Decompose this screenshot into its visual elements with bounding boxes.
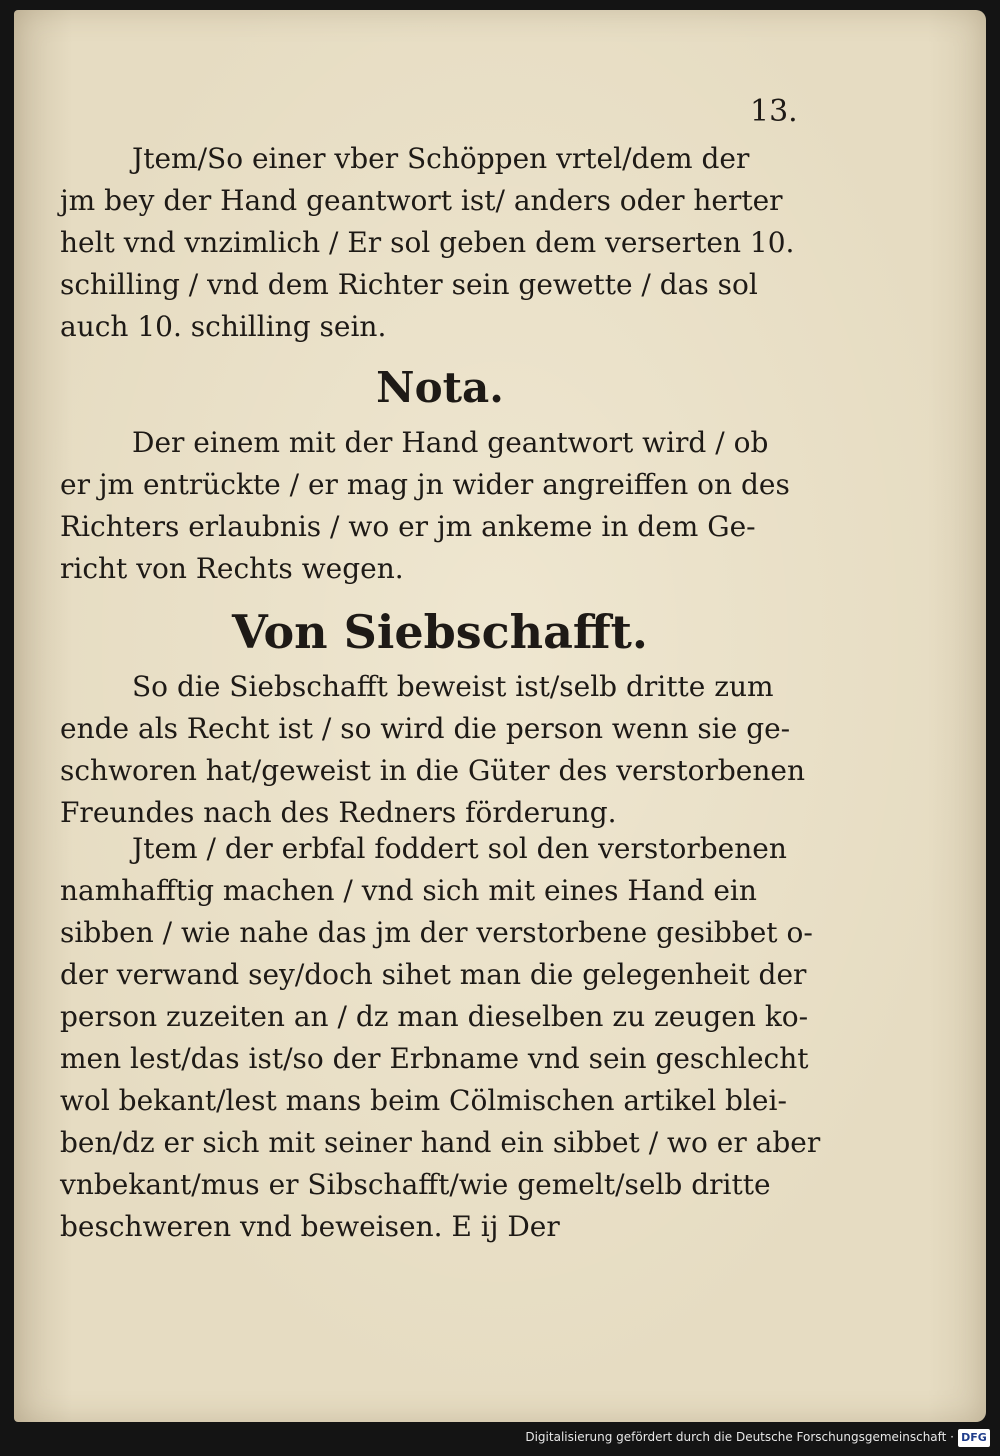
text-line: Jtem/So einer vber Schöppen vrtel/dem der (132, 142, 750, 175)
dfg-logo: DFG (958, 1429, 990, 1447)
text-line: vnbekant/mus er Sibschafft/wie gemelt/selb dritte (60, 1168, 771, 1201)
digitization-footer (0, 1422, 1000, 1456)
heading-von-siebschafft: Von Siebschafft. (232, 605, 648, 659)
paragraph-item (60, 138, 820, 348)
text-line: men lest/das ist/so der Erbname vnd sein geschlecht (60, 1042, 809, 1075)
text-line: sibben / wie nahe das jm der verstorbene gesibbet o- (60, 916, 813, 949)
text-line: ende als Recht ist / so wird die person wenn sie ge- (60, 712, 791, 745)
text-line-with-signature (60, 1206, 820, 1248)
text-block-2 (60, 422, 820, 590)
text-line: Freundes nach des Redners förderung. (60, 796, 617, 829)
text-line: der verwand sey/doch sihet man die gelegenheit der (60, 958, 807, 991)
text-line: person zuzeiten an / dz man dieselben zu zeugen ko- (60, 1000, 809, 1033)
text-line: Richters erlaubnis / wo er jm ankeme in dem Ge- (60, 510, 756, 543)
text-line: So die Siebschafft beweist ist/selb dritte zum (132, 670, 774, 703)
paragraph-item (60, 666, 820, 834)
text-block-3 (60, 666, 820, 834)
heading-block-von (60, 600, 820, 664)
book-page (14, 10, 986, 1422)
paragraph-item (60, 422, 820, 590)
text-line: auch 10. schilling sein. (60, 310, 387, 343)
page-number: 13. (750, 94, 798, 129)
text-line: schworen hat/geweist in die Güter des verstorbenen (60, 754, 805, 787)
text-line: wol bekant/lest mans beim Cölmischen artikel blei- (60, 1084, 787, 1117)
footer-credit-text: Digitalisierung gefördert durch die Deutsche Forschungsgemeinschaft · (525, 1430, 954, 1444)
text-line: helt vnd vnzimlich / Er sol geben dem verserten 10. (60, 226, 795, 259)
text-line: richt von Rechts wegen. (60, 552, 404, 585)
signature-mark: E ij (451, 1210, 499, 1243)
catchword: Der (507, 1210, 560, 1243)
paragraph-item (60, 828, 820, 1248)
text-block-1 (60, 138, 820, 348)
heading-block-nota (60, 360, 820, 416)
text-line: schilling / vnd dem Richter sein gewette / das sol (60, 268, 758, 301)
text-line: Der einem mit der Hand geantwort wird / ob (132, 426, 769, 459)
text-line: Jtem / der erbfal foddert sol den verstorbenen (132, 832, 787, 865)
text-block-4 (60, 828, 820, 1248)
text-line: jm bey der Hand geantwort ist/ anders oder herter (60, 184, 783, 217)
text-line: beschweren vnd beweisen. (60, 1210, 443, 1243)
text-line: ben/dz er sich mit seiner hand ein sibbet / wo er aber (60, 1126, 821, 1159)
heading-nota: Nota. (376, 363, 504, 412)
text-line: namhafftig machen / vnd sich mit eines Hand ein (60, 874, 757, 907)
text-line: er jm entrückte / er mag jn wider angreiffen on des (60, 468, 790, 501)
